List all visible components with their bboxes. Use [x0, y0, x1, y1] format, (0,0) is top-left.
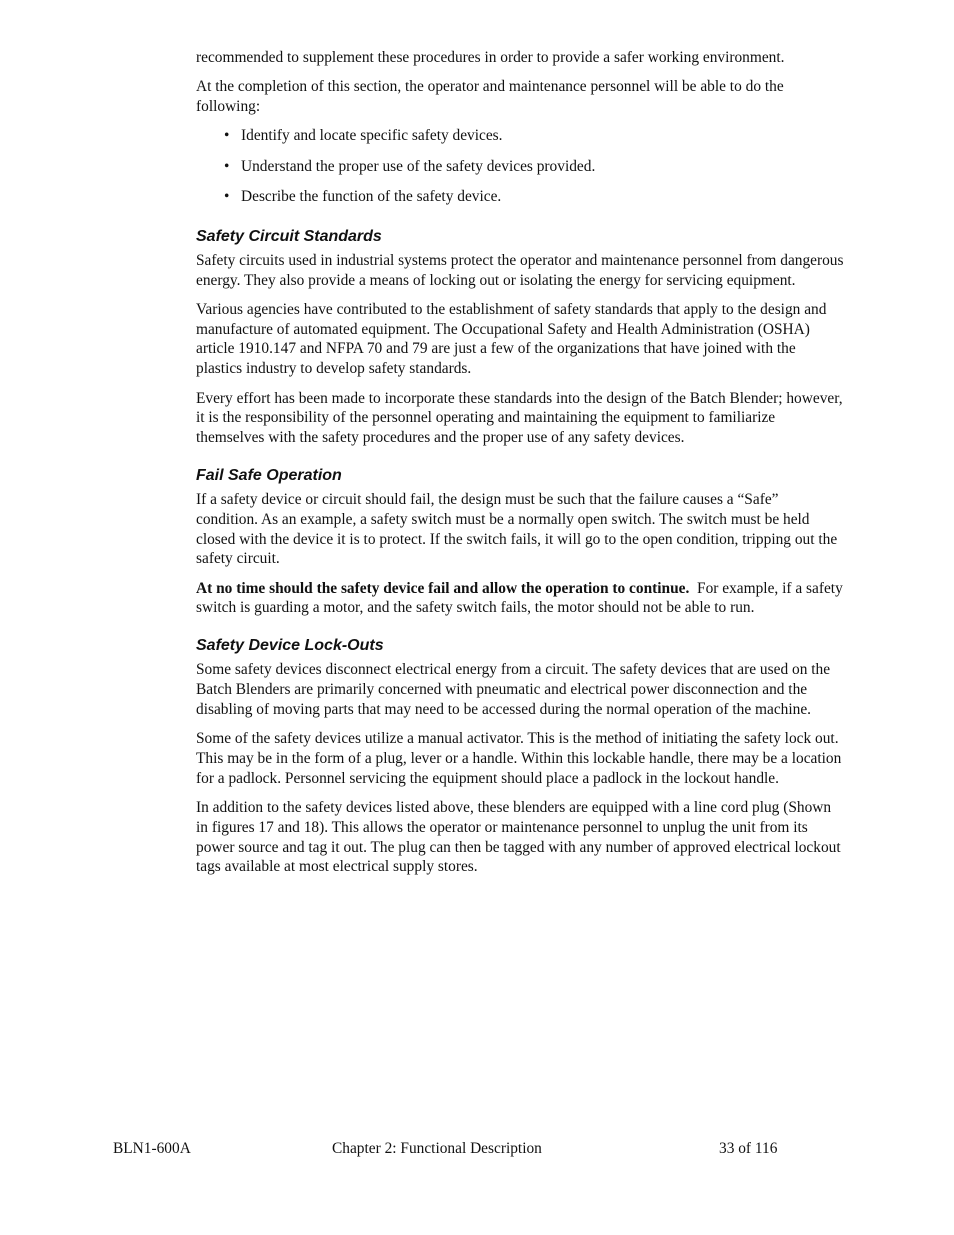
section-heading-fail-safe-operation: Fail Safe Operation [196, 466, 342, 484]
section-paragraph: Safety circuits used in industrial systems protect the operator and maintenance personnel from dangerous energy. They also provide a means of locking out or isolating the energy for servicing equipment. [196, 251, 844, 289]
list-item-text: Describe the function of the safety device. [241, 187, 502, 205]
footer-chapter: Chapter 2: Functional Description [332, 1140, 542, 1157]
section-paragraph: Various agencies have contributed to the establishment of safety standards that apply to the design and manufacture of automated equipment. The Occupational Safety and Health Administration (OSHA) article 1910.147 and NFPA 70 and 79 are just a few of the organizations that have joined with the plastics industry to develop safety standards. [196, 300, 827, 378]
emphasis-rest-text: For example, if a safety switch is guarding a motor, and the safety switch fails, the motor should not be able to run. [196, 579, 843, 617]
section-paragraph: Some of the safety devices utilize a manual activator. This is the method of initiating the safety lock out. This may be in the form of a plug, lever or a handle. Within this lockable handle, there may be a location for a padlock. Personnel servicing the equipment should place a padlock in the lockout handle. [196, 730, 842, 787]
list-item-text: Understand the proper use of the safety devices provided. [241, 157, 596, 175]
list-item [196, 126, 844, 146]
list-item [196, 157, 844, 177]
bullet-icon: • [224, 187, 230, 205]
list-item [196, 187, 844, 207]
bullet-icon: • [224, 127, 230, 145]
page-body [196, 48, 844, 887]
section-heading-safety-device-lock-outs: Safety Device Lock-Outs [196, 637, 384, 655]
list-item-text: Identify and locate specific safety devices. [241, 127, 503, 145]
page-footer [0, 1139, 954, 1159]
section-paragraph: Some safety devices disconnect electrical energy from a circuit. The safety devices that are used on the Batch Blenders are primarily concerned with pneumatic and electrical power disconnection and the disabling of moving parts that may need to be accessed during the normal operation of the machine. [196, 661, 831, 718]
section-paragraph: Every effort has been made to incorporate these standards into the design of the Batch Blender; however, it is the responsibility of the personnel operating and maintaining the equipment to familiarize themselves with the safety procedures and the proper use of any safety devices. [196, 389, 843, 447]
intro-paragraph-2: At the completion of this section, the operator and maintenance personnel will be able to do the following: [196, 78, 784, 116]
emphasis-bold-text: At no time should the safety device fail and allow the operation to continue. [196, 579, 690, 597]
intro-paragraph-1: recommended to supplement these procedures in order to provide a safer working environment. [196, 49, 785, 66]
footer-doc-id: BLN1-600A [113, 1140, 191, 1157]
section-heading-safety-circuit-standards: Safety Circuit Standards [196, 227, 382, 245]
emphasis-paragraph [196, 579, 844, 619]
section-paragraph: In addition to the safety devices listed above, these blenders are equipped with a line cord plug (Shown in figures 17 and 18). This allows the operator or maintenance personnel to unplug the unit from its power source and tag it out. The plug can then be tagged with any number of approved electrical lockout tags available at most electrical supply stores. [196, 799, 841, 876]
footer-page-number: 33 of 116 [719, 1140, 778, 1157]
section-paragraph: If a safety device or circuit should fail, the design must be such that the failure causes a “Safe” condition. As an example, a safety switch must be a normally open switch. The switch must be held closed with the device it is to protect. If the switch fails, it will go to the open condition, tripping out the safety circuit. [196, 490, 838, 568]
bullet-icon: • [224, 157, 230, 175]
objectives-list [196, 126, 844, 206]
